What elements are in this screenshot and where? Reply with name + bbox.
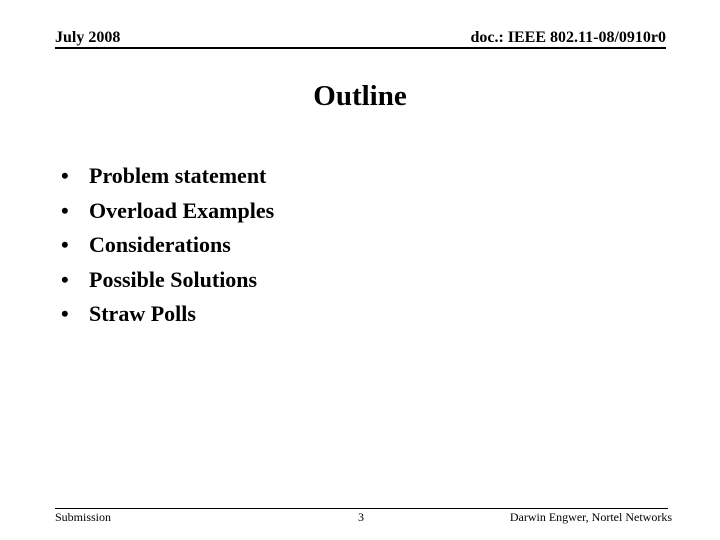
footer-author: Darwin Engwer, Nortel Networks <box>509 510 672 524</box>
bullet-icon: • <box>61 301 69 326</box>
footer-submission: Submission <box>55 510 112 524</box>
bullet-text: Overload Examples <box>89 197 275 223</box>
bullet-text: Considerations <box>89 232 231 257</box>
bullet-icon: • <box>61 266 69 292</box>
bullet-icon: • <box>61 197 69 223</box>
header-date: July 2008 <box>55 29 121 46</box>
bullet-text: Problem statement <box>89 163 267 188</box>
page-number: 3 <box>358 510 364 524</box>
bullet-text: Possible Solutions <box>89 266 258 292</box>
header-divider <box>55 47 666 49</box>
bullet-icon: • <box>61 232 69 257</box>
bullet-text: Straw Polls <box>89 301 196 326</box>
bullet-icon: • <box>61 163 69 188</box>
footer-divider <box>55 508 668 509</box>
slide-title: Outline <box>313 80 407 112</box>
header-doc-id: doc.: IEEE 802.11-08/0910r0 <box>470 29 666 46</box>
